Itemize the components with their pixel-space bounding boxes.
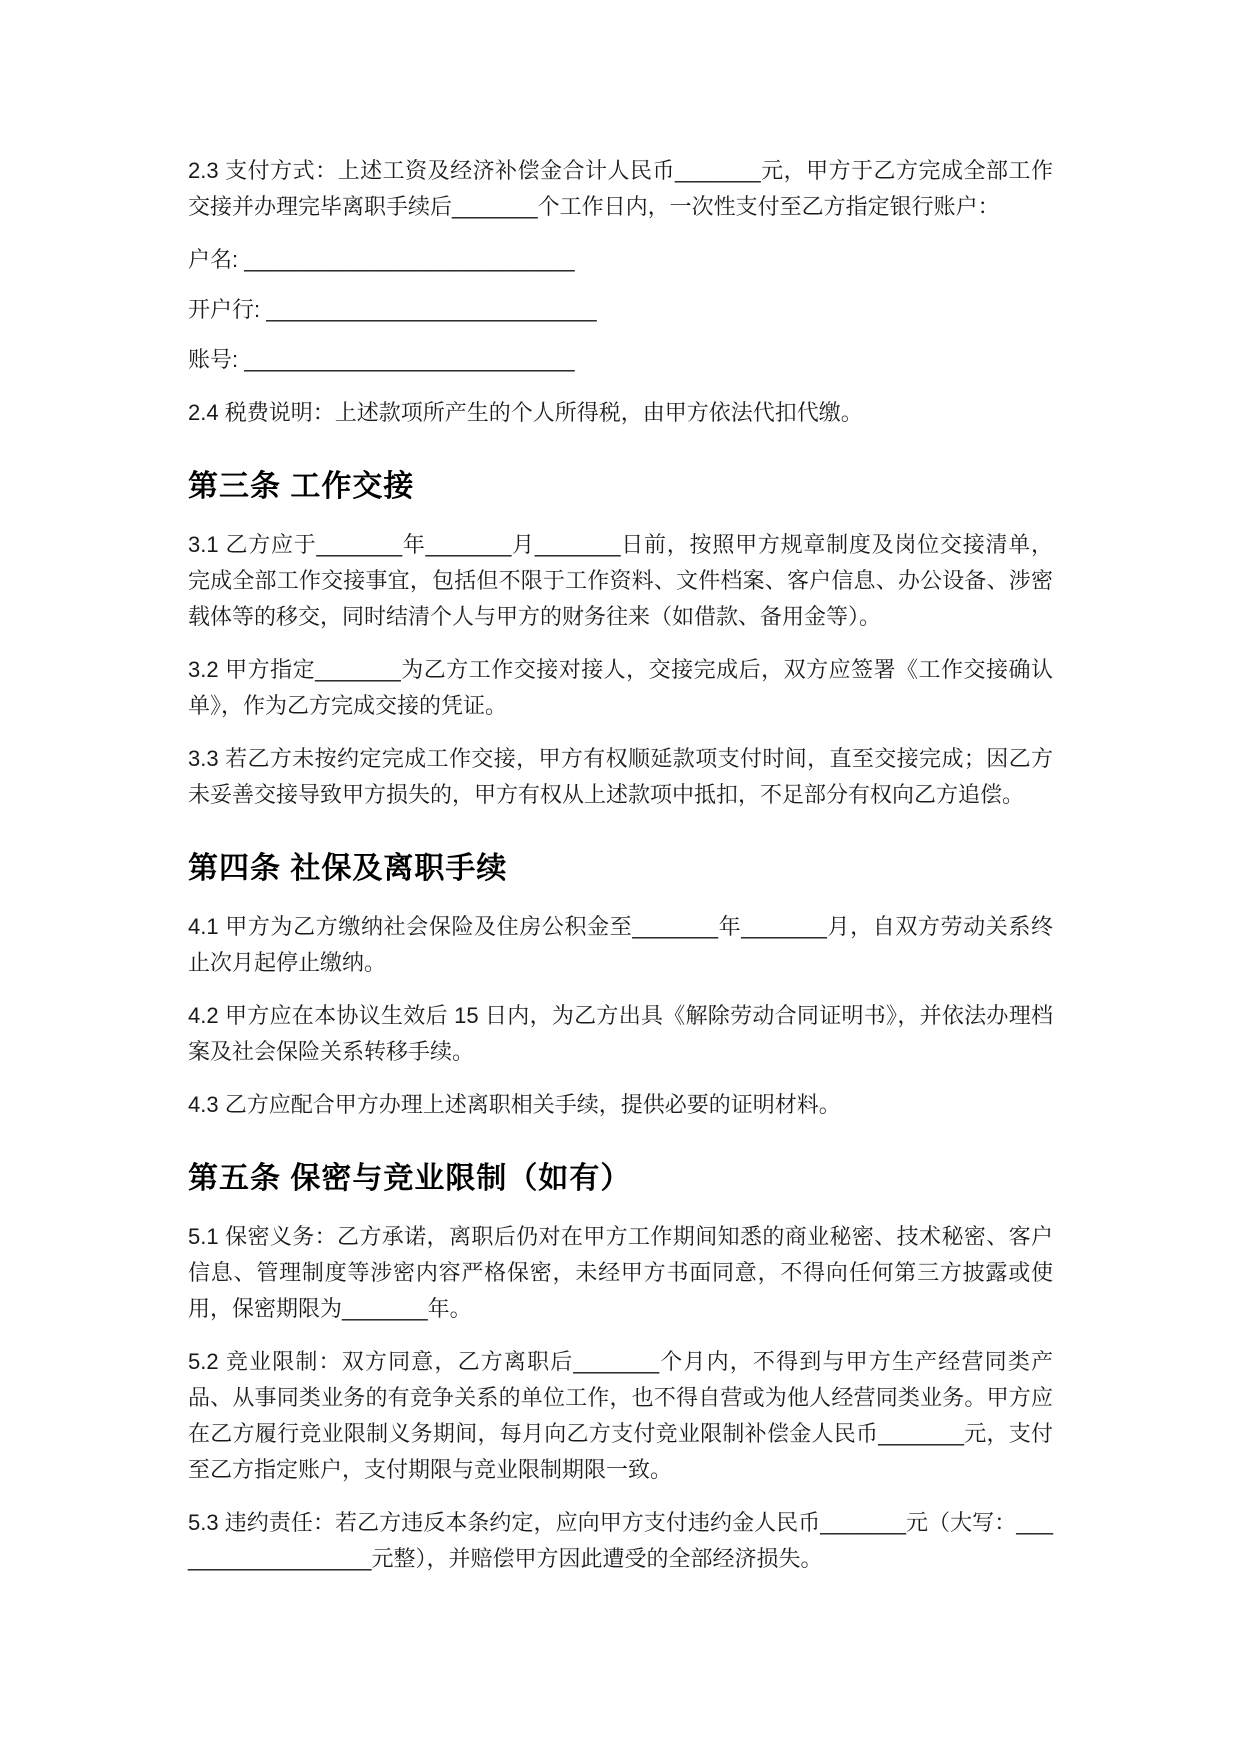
clause-3-1-handover-deadline: 3.1 乙方应于_______年_______月_______日前，按照甲方规章制度及岗位交接清单，完成全部工作交接事宜，包括但不限于工作资料、文件档案、客户信息、办公设备、涉密载体等的移交，同时结清个人与甲方的财务往来（如借款、备用金等）。: [188, 532, 1053, 629]
clause-2-3-payment-method: 2.3 支付方式：上述工资及经济补偿金合计人民币_______元，甲方于乙方完成全部工作交接并办理完毕离职手续后_______个工作日内，一次性支付至乙方指定银行账户：: [188, 158, 1053, 219]
clause-5-2-non-compete: 5.2 竞业限制：双方同意，乙方离职后_______个月内，不得到与甲方生产经营同类产品、从事同类业务的有竞争关系的单位工作，也不得自营或为他人经营同类业务。甲方应在乙方履行竞业限制义务期间，每月向乙方支付竞业限制补偿金人民币_______元，支付至乙方指定账户，支付期限与竞业限制期限一致。: [188, 1349, 1053, 1482]
clause-4-2-certificate: 4.2 甲方应在本协议生效后 15 日内，为乙方出具《解除劳动合同证明书》，并依法办理档案及社会保险关系转移手续。: [188, 1003, 1053, 1064]
clause-5-1-confidentiality: 5.1 保密义务：乙方承诺，离职后仍对在甲方工作期间知悉的商业秘密、技术秘密、客户信息、管理制度等涉密内容严格保密，未经甲方书面同意，不得向任何第三方披露或使用，保密期限为_______年。: [188, 1224, 1053, 1321]
clause-2-4-tax-note: 2.4 税费说明：上述款项所产生的个人所得税，由甲方依法代扣代缴。: [188, 400, 863, 425]
article-3-heading: 第三条 工作交接: [188, 470, 415, 503]
clause-4-1-social-insurance: 4.1 甲方为乙方缴纳社会保险及住房公积金至_______年_______月，自双方劳动关系终止次月起停止缴纳。: [188, 914, 1053, 975]
clause-5-3-breach-penalty: 5.3 违约责任：若乙方违反本条约定，应向甲方支付违约金人民币_______元（大写：__________________元整），并赔偿甲方因此遭受的全部经济损失。: [188, 1510, 1053, 1571]
article-4-heading: 第四条 社保及离职手续: [188, 852, 508, 885]
article-5-heading: 第五条 保密与竞业限制（如有）: [188, 1162, 632, 1195]
clause-4-3-cooperation: 4.3 乙方应配合甲方办理上述离职相关手续，提供必要的证明材料。: [188, 1092, 841, 1117]
bank-account-name-row: 户名: ___________________________: [188, 247, 575, 272]
clause-3-2-handover-contact: 3.2 甲方指定_______为乙方工作交接对接人，交接完成后，双方应签署《工作交接确认单》，作为乙方完成交接的凭证。: [188, 657, 1053, 718]
clause-3-3-handover-breach: 3.3 若乙方未按约定完成工作交接，甲方有权顺延款项支付时间，直至交接完成；因乙方未妥善交接导致甲方损失的，甲方有权从上述款项中抵扣，不足部分有权向乙方追偿。: [188, 746, 1053, 807]
bank-account-number-row: 账号: ___________________________: [188, 347, 575, 372]
bank-branch-row: 开户行: ___________________________: [188, 297, 597, 322]
